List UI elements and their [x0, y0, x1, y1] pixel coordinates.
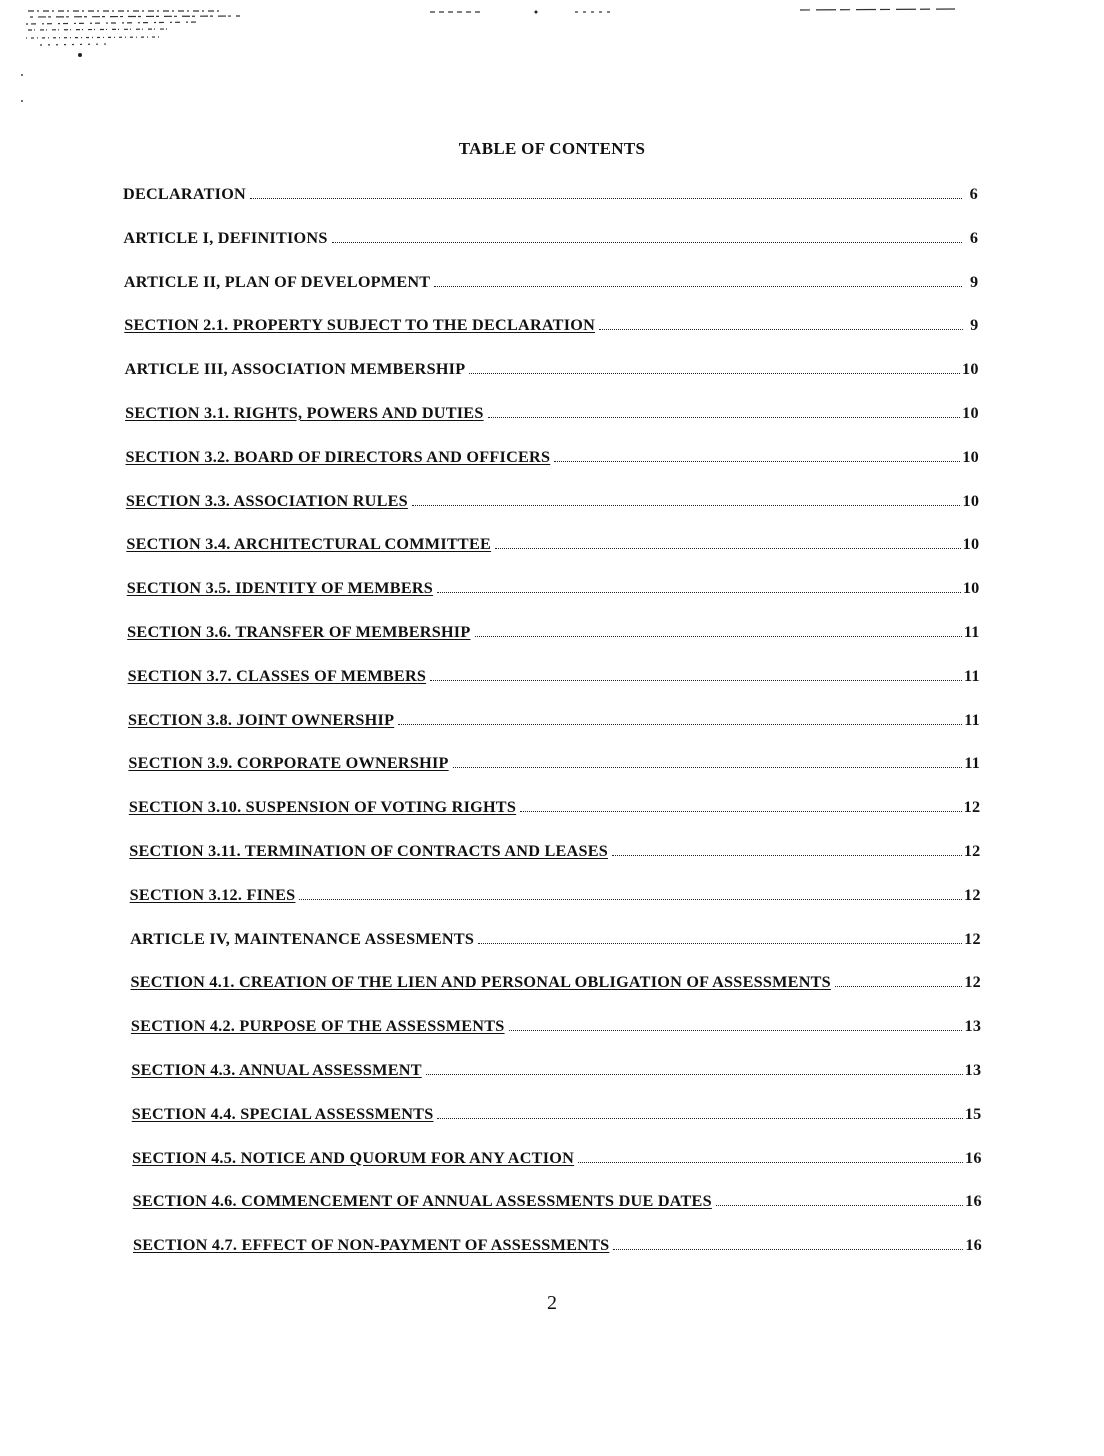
toc-entry [128, 706, 980, 730]
dot-leader [453, 767, 963, 768]
toc-entry-label: SECTION 3.10. SUSPENSION OF VOTING RIGHTS [128, 798, 517, 817]
toc-entry-label: SECTION 4.7. EFFECT OF NON-PAYMENT OF ASSESSMENTS [133, 1236, 610, 1255]
toc-entry [127, 618, 980, 642]
toc-entry [131, 1012, 981, 1036]
dot-leader [578, 1162, 963, 1163]
toc-entry-label: SECTION 4.5. NOTICE AND QUORUM FOR ANY ACTION [132, 1148, 575, 1167]
toc-entry [125, 355, 979, 379]
toc-entry-page: 10 [962, 535, 980, 554]
toc-entry-page: 16 [965, 1236, 982, 1255]
dot-leader [469, 373, 960, 374]
toc-entry-label: SECTION 4.3. ANNUAL ASSESSMENT [131, 1061, 422, 1079]
toc-entry-label: SECTION 2.1. PROPERTY SUBJECT TO THE DECLARATION [124, 316, 596, 335]
dot-leader [398, 724, 962, 725]
dot-leader [437, 1118, 962, 1119]
toc-entry [131, 968, 982, 992]
toc-entry-page: 11 [964, 710, 980, 729]
toc-entry-label: ARTICLE III, ASSOCIATION MEMBERSHIP [124, 360, 466, 379]
dot-leader [299, 899, 962, 900]
toc-entry-page: 6 [969, 228, 979, 247]
toc-entry-label: ARTICLE IV, MAINTENANCE ASSESMENTS [130, 929, 475, 948]
toc-entry [132, 1144, 982, 1168]
dot-leader [520, 811, 962, 812]
toc-entry [130, 925, 981, 949]
toc-entry-page: 15 [964, 1104, 982, 1123]
dot-leader [612, 855, 962, 856]
toc-entry [124, 311, 978, 335]
toc-entry-label: SECTION 3.3. ASSOCIATION RULES [125, 491, 408, 510]
toc-entry-page: 13 [964, 1061, 982, 1079]
dot-leader [495, 548, 961, 549]
toc-entry-page: 12 [964, 973, 981, 992]
toc-entry [123, 224, 978, 248]
toc-entry [128, 749, 980, 773]
dot-leader [434, 286, 962, 287]
toc-entry [124, 268, 979, 292]
toc-entry [133, 1231, 982, 1255]
toc-entry-label: SECTION 3.6. TRANSFER OF MEMBERSHIP [127, 623, 471, 641]
toc-entry [125, 399, 979, 423]
dot-leader [332, 242, 963, 243]
toc-entry [123, 180, 978, 204]
toc-entry-page: 10 [962, 404, 979, 422]
toc-entry-label: SECTION 3.2. BOARD OF DIRECTORS AND OFFICERS [125, 447, 551, 466]
toc-entry [126, 487, 979, 511]
dot-leader [250, 198, 962, 199]
toc-entry [128, 662, 980, 686]
toc-entry [131, 1056, 981, 1080]
dot-leader [430, 680, 962, 681]
toc-entry-page: 16 [965, 1192, 982, 1211]
toc-entry-label: SECTION 4.6. COMMENCEMENT OF ANNUAL ASSESSMENTS DUE DATES [132, 1192, 712, 1211]
dot-leader [412, 505, 961, 506]
toc-entry-label: SECTION 3.7. CLASSES OF MEMBERS [127, 666, 427, 685]
dot-leader [426, 1074, 963, 1075]
toc-entry [129, 837, 980, 861]
document-title: TABLE OF CONTENTS [458, 139, 646, 158]
toc-entry-page: 10 [962, 491, 980, 510]
toc-entry-page: 12 [963, 885, 981, 904]
toc-entry-page: 10 [962, 579, 980, 598]
toc-entry-label: SECTION 4.4. SPECIAL ASSESSMENTS [131, 1104, 434, 1123]
toc-entry-label: SECTION 3.4. ARCHITECTURAL COMMITTEE [126, 535, 492, 554]
toc-entry [126, 443, 980, 467]
dot-leader [835, 986, 962, 987]
dot-leader [478, 943, 962, 944]
dot-leader [509, 1030, 963, 1031]
dot-leader [488, 417, 961, 418]
toc-entry-label: SECTION 3.11. TERMINATION OF CONTRACTS AND LEASES [129, 842, 609, 860]
dot-leader [475, 636, 962, 637]
toc-entry-label: SECTION 4.2. PURPOSE OF THE ASSESSMENTS [130, 1017, 505, 1036]
toc-entry [129, 793, 981, 817]
toc-entry-page: 12 [963, 842, 981, 860]
toc-entry-page: 11 [964, 754, 981, 773]
toc-entry-page: 11 [964, 666, 980, 685]
toc-entry-label: SECTION 4.1. CREATION OF THE LIEN AND PERSONAL OBLIGATION OF ASSESSMENTS [130, 973, 831, 992]
toc-entry [133, 1187, 982, 1211]
dot-leader [437, 592, 961, 593]
toc-entry-page: 10 [962, 447, 979, 466]
toc-entry [126, 530, 979, 554]
toc-entry-page: 13 [964, 1017, 982, 1036]
dot-leader [599, 329, 962, 330]
toc-entry-page: 9 [970, 316, 979, 335]
toc-entry-label: SECTION 3.12. FINES [129, 885, 296, 904]
toc-entry-page: 12 [964, 929, 981, 948]
toc-entry-label: SECTION 3.1. RIGHTS, POWERS AND DUTIES [125, 404, 484, 422]
toc-entry-page: 10 [961, 360, 979, 379]
toc-entry-page: 6 [969, 185, 978, 203]
toc-entry-label: ARTICLE II, PLAN OF DEVELOPMENT [123, 272, 431, 291]
toc-entry-label: ARTICLE I, DEFINITIONS [123, 228, 328, 247]
dot-leader [613, 1249, 963, 1250]
toc-entry [132, 1100, 982, 1124]
toc-entry-label: DECLARATION [123, 185, 246, 203]
page-number: 2 [547, 1292, 557, 1314]
toc-entry-page: 11 [963, 623, 980, 641]
toc-entry-page: 12 [963, 798, 981, 817]
toc-entry-label: SECTION 3.8. JOINT OWNERSHIP [128, 710, 395, 729]
scan-artifacts [0, 0, 1104, 110]
toc-entry-label: SECTION 3.5. IDENTITY OF MEMBERS [126, 579, 434, 598]
dot-leader [716, 1205, 963, 1206]
toc-entry-label: SECTION 3.9. CORPORATE OWNERSHIP [128, 754, 449, 773]
toc-entry-page: 16 [964, 1148, 982, 1167]
toc-entry-page: 9 [969, 272, 979, 291]
toc-entry [127, 574, 980, 598]
toc-entry [130, 881, 981, 905]
dot-leader [554, 461, 960, 462]
